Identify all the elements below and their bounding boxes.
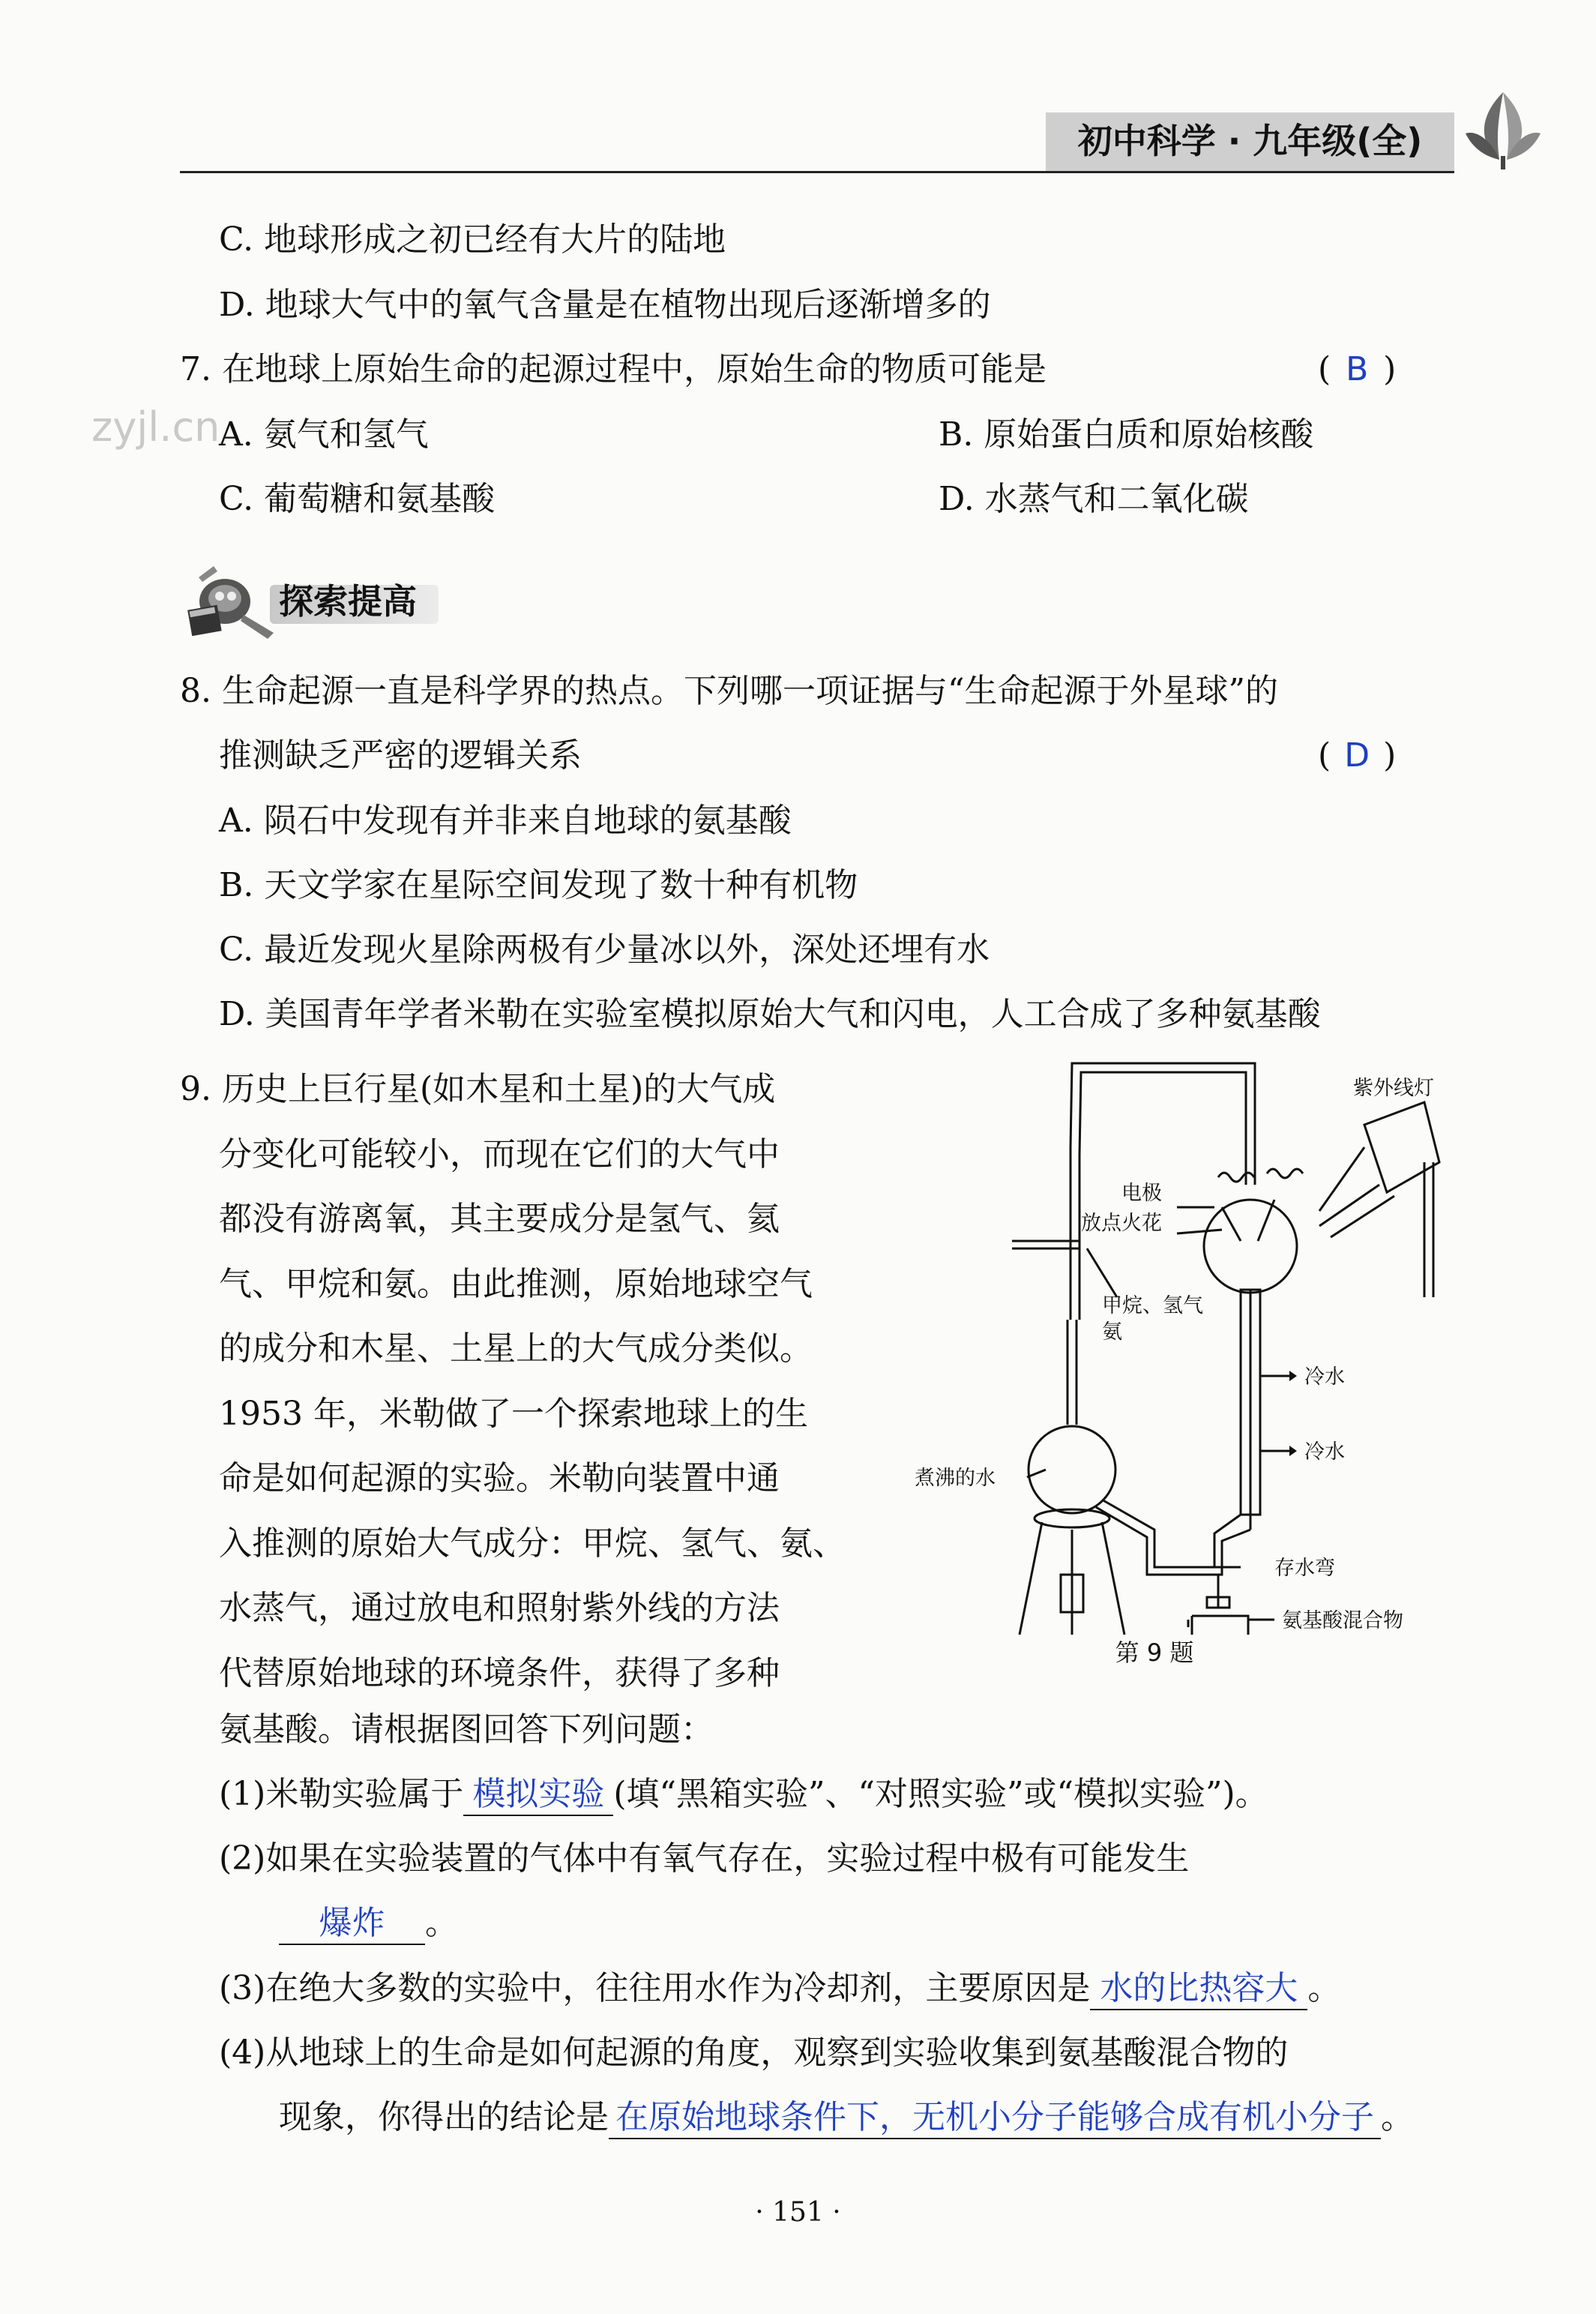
figure-caption: 第 9 题 [1115, 1638, 1194, 1667]
section-title: 探索提高 [279, 581, 417, 622]
q9-sub4-line1: (4)从地球上的生命是如何起源的角度，观察到实验收集到氨基酸混合物的 [219, 2034, 1289, 2072]
q6-option-d: D. 地球大气中的氧气含量是在植物出现后逐渐增多的 [219, 286, 991, 324]
q6-option-c: C. 地球形成之初已经有大片的陆地 [219, 220, 726, 259]
watermark-text: zyjl.cn [91, 403, 220, 451]
label-uv-lamp: 紫外线灯 [1353, 1077, 1434, 1100]
spark-flask [1204, 1200, 1297, 1293]
label-amino-mix: 氨基酸混合物 [1282, 1609, 1403, 1632]
header-rule [180, 171, 1454, 173]
label-spark: 放点火花 [1081, 1212, 1162, 1235]
miller-apparatus-diagram [900, 1050, 1454, 1635]
label-gases-1: 甲烷、氢气 [1102, 1294, 1203, 1317]
q9-sub2-answer: 爆炸 [279, 1903, 425, 1945]
q9-sub2-suffix: 。 [425, 1904, 458, 1942]
q9-line: 9. 历史上巨行星(如木星和土星)的大气成 [180, 1070, 776, 1108]
q9-line: 1953 年，米勒做了一个探索地球上的生 [219, 1394, 808, 1433]
label-boiling-water: 煮沸的水 [915, 1467, 996, 1490]
explorer-figure-icon [169, 555, 281, 645]
q9-sub2-line1: (2)如果在实验装置的气体中有氧气存在，实验过程中极有可能发生 [219, 1839, 1190, 1878]
q9-sub3-prefix: (3)在绝大多数的实验中，往往用水作为冷却剂，主要原因是 [219, 1969, 1091, 2007]
q8-option-a: A. 陨石中发现有并非来自地球的氨基酸 [219, 802, 792, 840]
q7-option-c: C. 葡萄糖和氨基酸 [219, 480, 496, 518]
q7-option-d: D. 水蒸气和二氧化碳 [939, 480, 1249, 518]
q8-answer-bracket: ( D ) [1318, 733, 1396, 778]
page-number: · 151 · [755, 2197, 841, 2228]
label-cold-water-1: 冷水 [1304, 1365, 1345, 1389]
q9-sub2-line2 [279, 1901, 458, 1946]
q9-line: 气、甲烷和氨。由此推测，原始地球空气 [219, 1264, 813, 1303]
label-cold-water-2: 冷水 [1304, 1440, 1345, 1464]
q9-sub3-suffix: 。 [1307, 1969, 1341, 2007]
q9-line: 入推测的原始大气成分：甲烷、氢气、氨、 [219, 1524, 846, 1563]
q7-answer-bracket: ( B ) [1318, 347, 1396, 392]
q9-sub3 [219, 1966, 1340, 2011]
q9-line: 水蒸气，通过放电和照射紫外线的方法 [219, 1589, 780, 1627]
q9-sub4-answer: 在原始地球条件下，无机小分子能够合成有机小分子 [609, 2097, 1381, 2139]
q7-option-a: A. 氨气和氢气 [219, 415, 429, 454]
q8-option-b: B. 天文学家在星际空间发现了数十种有机物 [219, 866, 858, 904]
q7-option-b: B. 原始蛋白质和原始核酸 [939, 415, 1314, 454]
q9-sub3-answer: 水的比热容大 [1090, 1968, 1307, 2010]
q9-line: 代替原始地球的环境条件，获得了多种 [219, 1653, 780, 1692]
label-electrode: 电极 [1121, 1182, 1162, 1205]
q8-option-c: C. 最近发现火星除两极有少量冰以外，深处还埋有水 [219, 931, 990, 969]
q7-answer: B [1346, 350, 1369, 388]
q8-stem-line2: 推测缺乏严密的逻辑关系 [219, 736, 582, 775]
uv-lamp-icon [1364, 1102, 1439, 1192]
q9-sub1-answer: 模拟实验 [463, 1774, 613, 1816]
q9-line: 都没有游离氧，其主要成分是氢气、氦 [219, 1200, 780, 1238]
q9-line: 分变化可能较小，而现在它们的大气中 [219, 1135, 780, 1173]
q9-sub1-prefix: (1)米勒实验属于 [219, 1775, 464, 1813]
q9-sub1 [219, 1772, 1268, 1817]
leaf-logo-icon [1458, 88, 1548, 171]
q9-sub1-suffix: (填“黑箱实验”、“对照实验”或“模拟实验”)。 [613, 1775, 1268, 1813]
q8-answer: D [1344, 736, 1370, 775]
q9-sub4-line2 [279, 2095, 1414, 2140]
q9-sub4-suffix: 。 [1381, 2098, 1414, 2136]
page-header-title: 初中科学 · 九年级(全) [1077, 121, 1423, 161]
q8-stem-line1: 8. 生命起源一直是科学界的热点。下列哪一项证据与“生命起源于外星球”的 [180, 672, 1278, 710]
q9-last-line: 氨基酸。请根据图回答下列问题： [219, 1710, 714, 1749]
q9-paragraph [180, 1057, 846, 1706]
label-trap: 存水弯 [1274, 1557, 1335, 1580]
q8-option-d: D. 美国青年学者米勒在实验室模拟原始大气和闪电，人工合成了多种氨基酸 [219, 995, 1321, 1033]
q9-line: 命是如何起源的实验。米勒向装置中通 [219, 1459, 780, 1497]
q9-sub4-prefix: 现象，你得出的结论是 [279, 2098, 609, 2136]
q9-line: 的成分和木星、土星上的大气成分类似。 [219, 1329, 813, 1368]
label-gases-2: 氨 [1102, 1320, 1122, 1344]
q7-stem: 7. 在地球上原始生命的起源过程中，原始生命的物质可能是 [180, 350, 1047, 388]
